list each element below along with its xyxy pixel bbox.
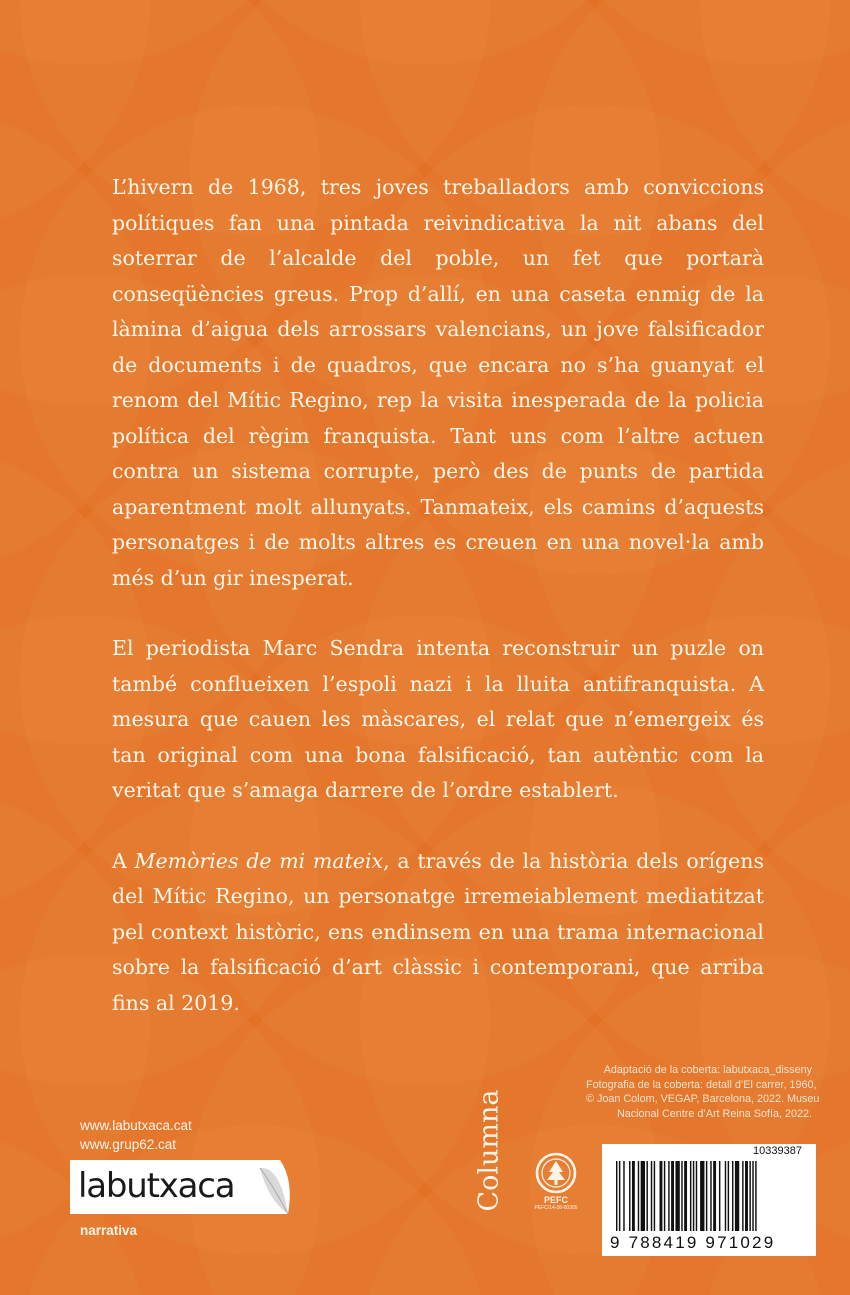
barcode-bar — [725, 1161, 726, 1231]
credits-line-3: © Joan Colom, VEGAP, Barcelona, 2022. Museu — [586, 1093, 820, 1105]
barcode-bar — [629, 1161, 630, 1231]
internal-code: 10339387 — [753, 1145, 802, 1157]
barcode-bar — [690, 1161, 691, 1231]
credits-line-1: Adaptació de la coberta: labutxaca_disseny — [603, 1064, 812, 1076]
barcode-bar — [700, 1161, 704, 1231]
barcode-bar — [671, 1161, 674, 1231]
pefc-code: PEFC/14-38-00305 — [534, 1205, 578, 1211]
barcode-bar — [713, 1161, 716, 1231]
barcode-bar — [755, 1161, 756, 1231]
url-labutxaca[interactable]: www.labutxaca.cat — [80, 1118, 192, 1133]
barcode-bar — [696, 1161, 697, 1231]
barcode-bar — [710, 1161, 711, 1231]
blurb-paragraph-3 — [112, 844, 764, 1022]
blurb-paragraph-2: El periodista Marc Sendra intenta reconstruir un puzle on també conflueixen l’espoli nazi i la lluita antifranquista. A mesura que cauen les màscares, el relat que n’emergeix és tan original com una bona falsificació, tan autèntic com la veritat que s’amaga darrere de l’ordre establert. — [112, 636, 764, 802]
barcode-bar — [742, 1161, 743, 1231]
pefc-certification — [534, 1152, 578, 1211]
barcode-bar — [675, 1161, 679, 1231]
barcode-bar — [749, 1161, 750, 1231]
cover-credits — [586, 1063, 820, 1121]
barcode-bar — [681, 1161, 682, 1231]
barcode-bar — [664, 1161, 665, 1231]
barcode-bar — [619, 1161, 620, 1231]
barcode-bar — [638, 1161, 639, 1231]
barcode-bar — [735, 1161, 739, 1231]
url-grup62[interactable]: www.grup62.cat — [80, 1136, 177, 1152]
barcode-bar — [632, 1161, 635, 1231]
blurb-paragraph-1: L’hivern de 1968, tres joves treballadors amb conviccions polítiques fan una pintada reivindicativa la nit abans del soterrar de l’alcalde del poble, un fet que portarà conseqüències greus. Prop d’allí, en una caseta enmig de la làmina d’aigua dels arrossars valencians, un jove falsificador de documents i de quadros, que encara no s’ha guanyat el renom del Mític Regino, rep la visita inesperada de la policia política del règim franquista. Tant uns com l’altre actuen contra un sistema corrupte, però des de punts de partida aparentment molt allunyats. Tanmateix, els camins d’aquests personatges i de molts altres es creuen en una novel·la amb més d’un gir inesperat. — [112, 175, 764, 590]
credits-line-2: Fotografia de la coberta: detall d’El carrer, 1960, — [586, 1078, 817, 1091]
pefc-label: PEFC — [543, 1195, 568, 1205]
barcode-bar — [668, 1161, 669, 1231]
barcode-bar — [646, 1161, 647, 1231]
credits-line-4: Nacional Centre d’Art Reina Sofía, 2022. — [616, 1107, 812, 1120]
collection-label: narrativa — [80, 1223, 138, 1238]
barcode-bar — [651, 1161, 652, 1231]
barcode-bar — [728, 1161, 729, 1231]
barcode-bar — [660, 1161, 663, 1231]
pefc-tree-icon — [535, 1152, 577, 1194]
page-curl-icon — [254, 1160, 294, 1214]
barcode-bar — [706, 1161, 707, 1231]
barcode-bar — [623, 1161, 624, 1231]
blurb-paragraph-3-start: A — [112, 848, 135, 873]
barcode-bar — [752, 1161, 753, 1231]
barcode-bar — [641, 1161, 645, 1231]
publisher-name: Columna — [473, 1089, 505, 1212]
barcode-bar — [745, 1161, 748, 1231]
labutxaca-logo-text: labutxaca — [78, 1166, 235, 1206]
barcode-bar — [684, 1161, 687, 1231]
barcode-bars — [616, 1161, 804, 1231]
barcode-bar — [732, 1161, 733, 1231]
labutxaca-logo — [70, 1160, 280, 1214]
publisher-links — [80, 1117, 192, 1154]
back-cover-blurb — [112, 170, 764, 1056]
blurb-paragraph-3-rest: , a través de la història dels orígens del Mític Regino, un personatge irremeiablement mediatitzat pel context històric, ens endinsem en una trama internacional sobre la falsificació d’art clàssic i contemporani, que arriba fins al 2019. — [112, 848, 764, 1015]
barcode-bar — [719, 1161, 720, 1231]
book-title: Memòries de mi mateix — [134, 848, 384, 873]
barcode-bar — [654, 1161, 655, 1231]
barcode-bar — [693, 1161, 694, 1231]
isbn-barcode — [602, 1144, 816, 1256]
barcode-bar — [616, 1161, 617, 1231]
isbn-digits: 9 788419 971029 — [610, 1233, 776, 1252]
